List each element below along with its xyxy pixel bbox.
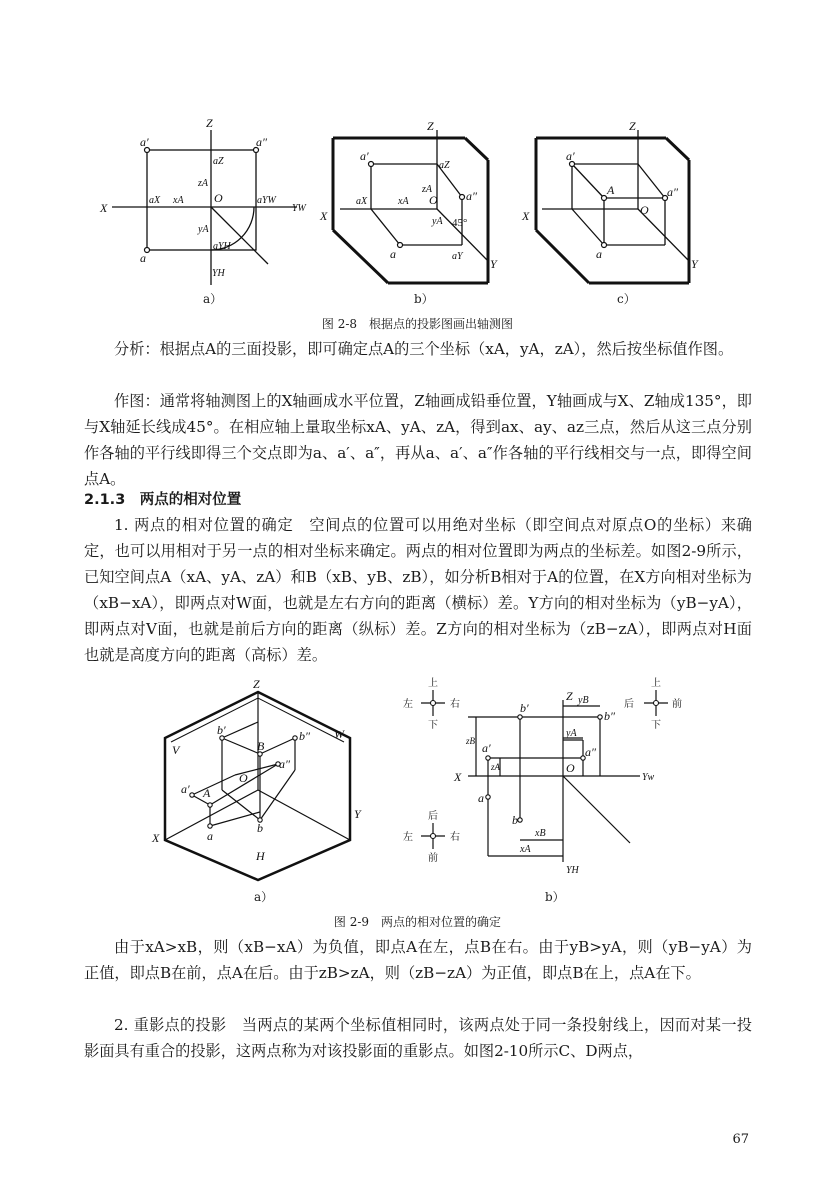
svg-text:Z: Z	[629, 119, 636, 133]
svg-text:a″: a″	[256, 135, 267, 149]
svg-text:b′: b′	[217, 723, 226, 737]
svg-text:Y: Y	[354, 807, 361, 821]
svg-text:xA: xA	[398, 196, 409, 207]
svg-text:Z: Z	[566, 689, 573, 703]
fig29-sublabel-b: b）	[545, 890, 565, 904]
svg-text:a′: a′	[181, 782, 190, 796]
svg-text:aYH: aYH	[213, 241, 231, 252]
svg-text:a: a	[140, 251, 146, 265]
fig29-sublabel-a: a）	[254, 890, 274, 904]
figure-2-9	[0, 660, 835, 890]
svg-text:aX: aX	[149, 195, 161, 206]
paragraph-comparison: 由于xA>xB，则（xB−xA）为负值，即点A在左，点B在右。由于yB>yA，则（yB−yA）为正值，即点B在前，点A在后。由于zB>zA，则（zB−zA）为正值，即点B在上，点A在下。	[84, 938, 752, 982]
svg-text:Z: Z	[253, 677, 260, 691]
svg-text:aX: aX	[356, 196, 368, 207]
svg-text:b: b	[257, 821, 263, 835]
svg-text:yB: yB	[578, 695, 589, 706]
svg-text:O: O	[640, 203, 649, 217]
svg-text:下: 下	[651, 720, 661, 731]
paragraph-analysis: 分析：根据点A的三面投影，即可确定点A的三个坐标（xA，yA，zA），然后按坐标值作图。	[114, 340, 734, 358]
svg-text:Y: Y	[691, 257, 698, 271]
svg-text:a″: a″	[466, 189, 477, 203]
svg-text:上: 上	[651, 678, 661, 689]
svg-text:zA: zA	[491, 762, 500, 772]
svg-text:yA: yA	[198, 224, 209, 235]
svg-text:b″: b″	[299, 729, 310, 743]
svg-text:b′: b′	[520, 701, 529, 715]
svg-text:aZ: aZ	[439, 160, 450, 171]
figure-2-8	[0, 0, 835, 330]
svg-text:a′: a′	[566, 149, 575, 163]
svg-text:A: A	[203, 786, 211, 800]
svg-text:xB: xB	[535, 828, 546, 839]
svg-text:xA: xA	[520, 844, 531, 855]
svg-text:右: 右	[450, 832, 460, 843]
section-heading: 2.1.3 两点的相对位置	[84, 492, 242, 508]
svg-text:Yw: Yw	[642, 772, 655, 783]
svg-text:V: V	[172, 743, 180, 757]
svg-text:后: 后	[428, 811, 438, 822]
svg-text:a′: a′	[360, 149, 369, 163]
svg-text:a′: a′	[140, 135, 149, 149]
svg-text:B: B	[257, 739, 265, 753]
svg-text:b: b	[512, 813, 518, 827]
svg-text:X: X	[320, 209, 328, 223]
svg-text:a″: a″	[585, 745, 596, 759]
svg-text:a: a	[596, 247, 602, 261]
svg-text:zA: zA	[422, 184, 432, 195]
fig28-sublabel-a: a）	[203, 292, 223, 306]
svg-text:X: X	[100, 201, 108, 215]
svg-text:O: O	[239, 771, 248, 785]
svg-text:O: O	[214, 191, 223, 205]
svg-text:yA: yA	[566, 728, 577, 739]
svg-text:b″: b″	[604, 709, 615, 723]
svg-text:YW: YW	[292, 203, 306, 214]
svg-text:45°: 45°	[452, 217, 468, 229]
svg-text:下: 下	[428, 720, 438, 731]
page-number: 67	[732, 1132, 749, 1147]
fig28-caption: 图 2-8 根据点的投影图画出轴测图	[321, 317, 514, 331]
svg-text:X: X	[522, 209, 530, 223]
svg-text:a′: a′	[482, 741, 491, 755]
svg-text:前: 前	[428, 853, 438, 864]
paragraph-coincident-points: 2. 重影点的投影 当两点的某两个坐标值相同时，该两点处于同一条投射线上，因而对某一投影面具有重合的投影，这两点称为对该投影面的重影点。如图2-10所示C、D两点，	[84, 1016, 752, 1060]
svg-text:后: 后	[624, 699, 634, 710]
svg-text:zB: zB	[466, 736, 475, 746]
svg-text:O: O	[566, 761, 575, 775]
fig29-caption: 图 2-9 两点的相对位置的确定	[333, 915, 502, 929]
svg-text:a: a	[478, 791, 484, 805]
svg-text:X: X	[454, 770, 462, 784]
svg-text:X: X	[152, 831, 160, 845]
svg-text:右: 右	[450, 699, 460, 710]
svg-text:a″: a″	[667, 185, 678, 199]
fig28-sublabel-b: b）	[414, 292, 434, 306]
svg-text:上: 上	[428, 678, 438, 689]
svg-text:W: W	[334, 727, 344, 741]
svg-text:aY: aY	[452, 251, 463, 262]
svg-text:Z: Z	[427, 119, 434, 133]
svg-text:左: 左	[403, 832, 413, 843]
svg-text:yA: yA	[432, 216, 443, 227]
svg-text:YH: YH	[566, 865, 579, 876]
svg-text:YH: YH	[212, 268, 225, 279]
paragraph-relative-position: 1. 两点的相对位置的确定 空间点的位置可以用绝对坐标（即空间点对原点O的坐标）来确定，也可以用相对于另一点的相对坐标来确定。两点的相对位置即为两点的坐标差。如图2-9所示，已知空间点A（xA、yA、zA）和B（xB、yB、zB），如分析B相对于A的位置，在X方向相对坐标为（xB−xA），即两点对W面，也就是左右方向的距离（横标）差。Y方向的相对坐标为（yB−yA），即两点对V面，也就是前后方向的距离（纵标）差。Z方向的相对坐标为（zB−zA），即两点对H面也就是高度方向的距离（高标）差。	[84, 516, 752, 664]
paragraph-construction: 作图：通常将轴测图上的X轴画成水平位置，Z轴画成铅垂位置，Y轴画成与X、Z轴成135°，即与X轴延长线成45°。在相应轴上量取坐标xA、yA、zA，得到ax、ay、az三点，然后从这三点分别作各轴的平行线即得三个交点即为a、a′、a″，再从a、a′、a″作各轴的平行线相交与一点，即得空间点A。	[84, 392, 752, 488]
svg-text:左: 左	[403, 699, 413, 710]
svg-text:aZ: aZ	[213, 156, 224, 167]
svg-text:O: O	[429, 193, 438, 207]
fig28-sublabel-c: c）	[617, 292, 636, 306]
svg-text:A: A	[607, 183, 615, 197]
svg-text:前: 前	[672, 699, 682, 710]
svg-text:a: a	[207, 829, 213, 843]
svg-text:aYW: aYW	[257, 195, 276, 206]
svg-text:Z: Z	[206, 116, 213, 130]
svg-text:zA: zA	[198, 178, 208, 189]
svg-text:Y: Y	[490, 257, 497, 271]
svg-text:a″: a″	[279, 757, 290, 771]
svg-text:H: H	[256, 849, 265, 863]
svg-text:xA: xA	[173, 195, 184, 206]
svg-text:a: a	[390, 247, 396, 261]
